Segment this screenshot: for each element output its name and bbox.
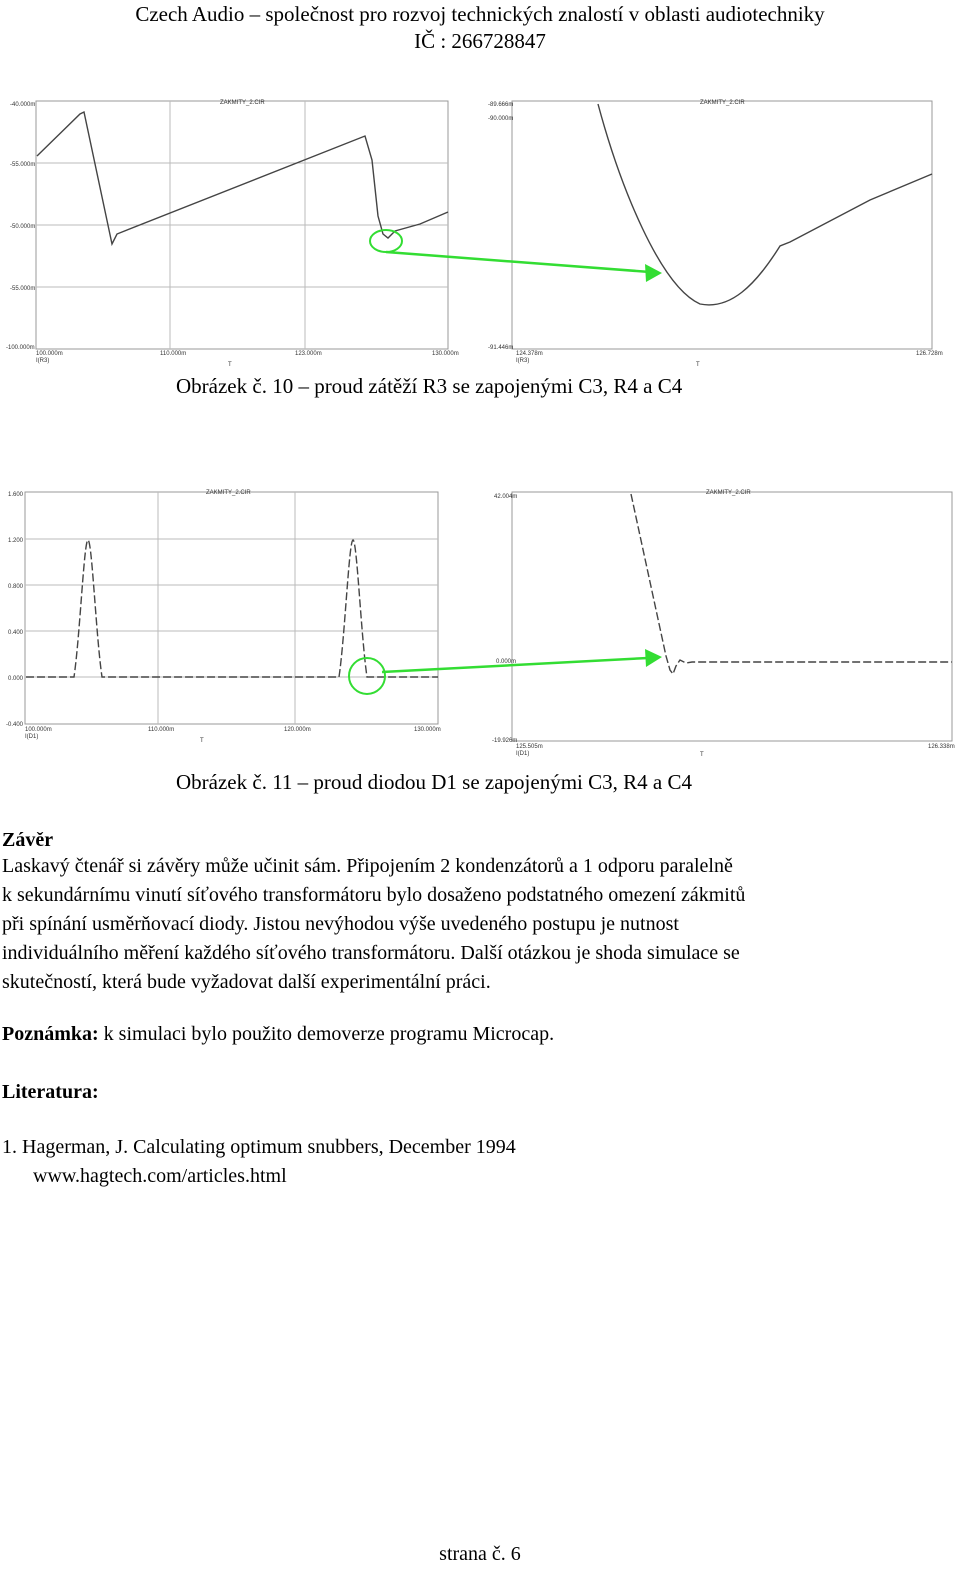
note-label: Poznámka: xyxy=(2,1023,99,1045)
left-panel-title: ZAKMITY_2.CIR xyxy=(220,100,265,106)
figure-11-caption: Obrázek č. 11 – proud diodou D1 se zapojenými C3, R4 a C4 xyxy=(176,770,692,794)
y-tick: 42.004m xyxy=(494,494,518,500)
left-panel-title: ZAKMITY_2.CIR xyxy=(206,490,251,496)
x-var: T xyxy=(228,362,232,368)
literature-item-url: www.hagtech.com/articles.html xyxy=(33,1165,287,1187)
y-tick: 0.000 xyxy=(8,676,24,682)
arrow-line xyxy=(386,252,650,272)
x-sublabel: I(R3) xyxy=(36,358,50,364)
y-tick: -89.666m xyxy=(488,102,514,108)
y-tick: 1.200 xyxy=(8,538,24,544)
conclusion-paragraph xyxy=(2,852,952,997)
y-tick: -50.000m xyxy=(10,224,36,230)
conclusion-line: k sekundárnímu vinutí síťového transformátoru bylo dosaženo podstatného omezení zákmitů xyxy=(2,884,746,906)
trace-i-d1-zoom xyxy=(631,494,952,674)
conclusion-line: Laskavý čtenář si závěry může učinit sám. Připojením 2 kondenzátorů a 1 odporu paralelně xyxy=(2,855,733,877)
x-var: T xyxy=(700,752,704,758)
page-header-ic: IČ : 266728847 xyxy=(414,29,546,53)
arrow-head xyxy=(645,649,662,667)
left-panel-frame xyxy=(25,492,438,724)
x-tick: 130.000m xyxy=(432,351,459,357)
figure-10 xyxy=(0,96,960,368)
note-paragraph xyxy=(2,1020,952,1049)
conclusion-line: při spínání usměrňovací diody. Jistou nevýhodou výše uvedeného postupu je nutnost xyxy=(2,913,679,935)
highlight-circle xyxy=(349,658,385,694)
x-tick: 126.728m xyxy=(916,351,943,357)
x-tick: 125.505m xyxy=(516,744,543,750)
x-tick: 130.000m xyxy=(414,727,441,733)
figure-10-plot xyxy=(0,96,960,368)
trace-i-d1 xyxy=(26,540,438,677)
x-tick: 100.000m xyxy=(25,727,52,733)
right-panel-frame xyxy=(512,492,952,741)
figure-11 xyxy=(0,486,960,758)
x-tick: 110.000m xyxy=(160,351,187,357)
y-tick: -19.926m xyxy=(492,738,518,744)
x-tick: 123.000m xyxy=(295,351,322,357)
x-tick: 126.338m xyxy=(928,744,955,750)
y-tick: -55.000m xyxy=(10,286,36,292)
y-tick: -91.446m xyxy=(488,345,514,351)
x-tick: 110.000m xyxy=(148,727,175,733)
figure-11-plot xyxy=(0,486,960,758)
y-tick: 0.800 xyxy=(8,584,24,590)
literature-item xyxy=(2,1133,952,1191)
y-tick: 0.000m xyxy=(496,659,517,665)
x-var: T xyxy=(696,362,700,368)
highlight-circle xyxy=(370,230,402,252)
y-tick: -100.000m xyxy=(6,345,35,351)
arrow-head xyxy=(645,264,662,282)
page-number: strana č. 6 xyxy=(439,1543,521,1565)
figure-10-caption: Obrázek č. 10 – proud zátěží R3 se zapojenými C3, R4 a C4 xyxy=(176,374,683,398)
x-sublabel: I(D1) xyxy=(516,751,530,757)
conclusion-line: skutečností, která bude vyžadovat další experimentální práci. xyxy=(2,971,491,993)
y-tick: -90.000m xyxy=(488,116,514,122)
x-tick: 100.000m xyxy=(36,351,63,357)
x-sublabel: I(R3) xyxy=(516,358,530,364)
trace-i-r3 xyxy=(37,112,448,244)
literature-heading: Literatura: xyxy=(2,1081,99,1103)
y-tick: -40.000m xyxy=(10,102,36,108)
right-panel-frame xyxy=(512,101,932,349)
right-panel-title: ZAKMITY_2.CIR xyxy=(700,100,745,106)
x-tick: 124.378m xyxy=(516,351,543,357)
conclusion-line: individuálního měření každého síťového transformátoru. Další otázkou je shoda simulace se xyxy=(2,942,740,964)
x-sublabel: I(D1) xyxy=(25,734,39,740)
note-text: k simulaci bylo použito demoverze programu Microcap. xyxy=(98,1023,555,1045)
y-tick: 0.400 xyxy=(8,630,24,636)
literature-item-title: 1. Hagerman, J. Calculating optimum snubbers, December 1994 xyxy=(2,1136,516,1158)
page-header-company: Czech Audio – společnost pro rozvoj technických znalostí v oblasti audiotechniky xyxy=(135,2,825,26)
y-tick: -55.000m xyxy=(10,162,36,168)
y-tick: -0.400 xyxy=(6,722,24,728)
conclusion-heading: Závěr xyxy=(2,829,54,851)
x-tick: 120.000m xyxy=(284,727,311,733)
y-tick: 1.600 xyxy=(8,492,24,498)
right-panel-title: ZAKMITY_2.CIR xyxy=(706,490,751,496)
x-var: T xyxy=(200,738,204,744)
